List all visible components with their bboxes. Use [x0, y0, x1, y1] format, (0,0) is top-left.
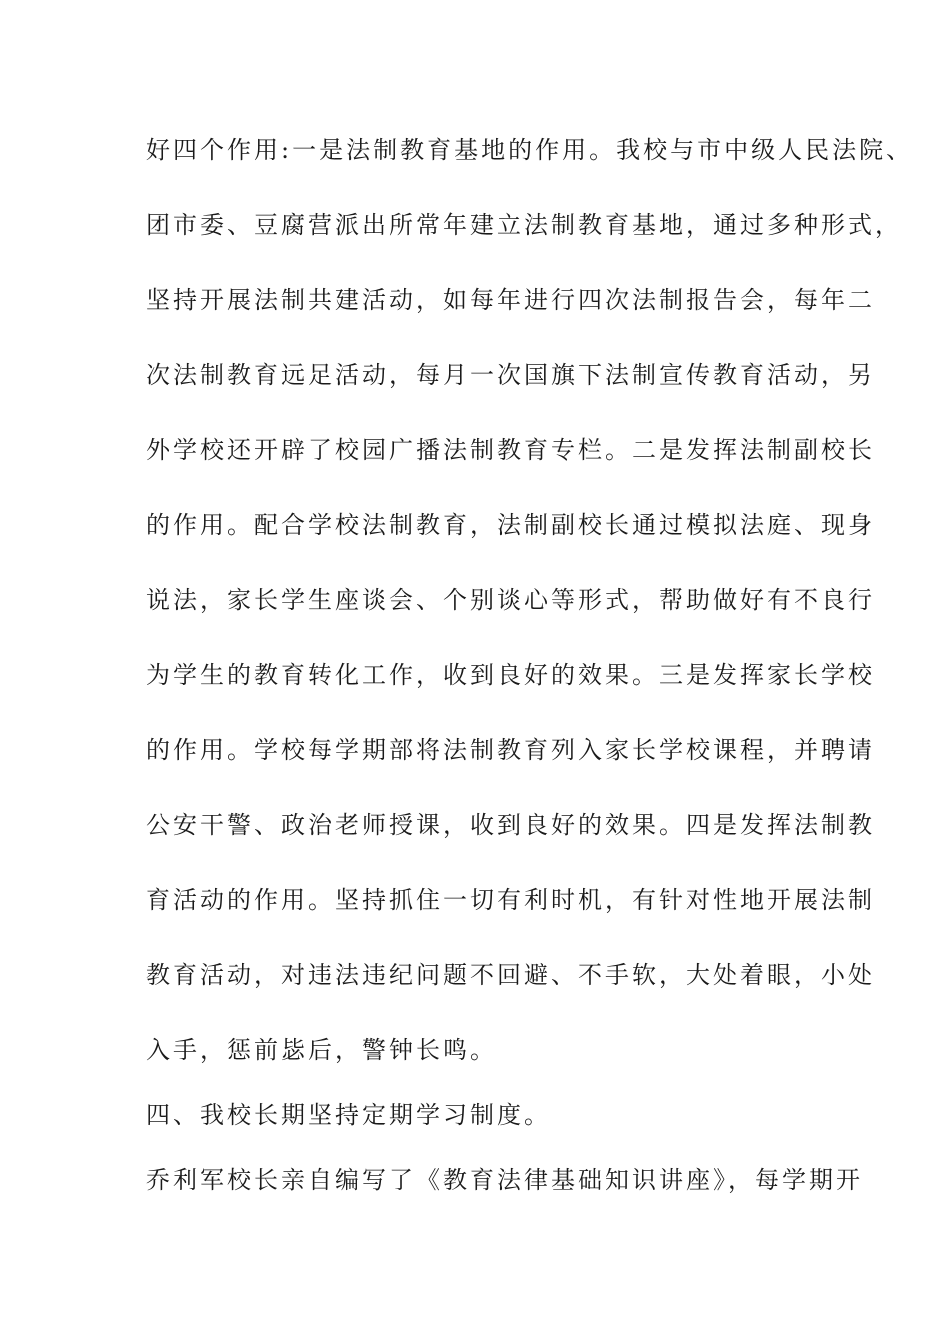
- paragraph-line: 坚持开展法制共建活动，如每年进行四次法制报告会，每年二: [146, 286, 875, 314]
- paragraph-line: 公安干警、政治老师授课，收到良好的效果。四是发挥法制教: [146, 811, 875, 839]
- paragraph-line: 次法制教育远足活动，每月一次国旗下法制宣传教育活动，另: [146, 361, 875, 389]
- paragraph-line: 团市委、豆腐营派出所常年建立法制教育基地，通过多种形式，: [146, 211, 902, 239]
- paragraph-line: 教育活动，对违法违纪问题不回避、不手软，大处着眼，小处: [146, 961, 875, 989]
- paragraph-line: 乔利军校长亲自编写了《教育法律基础知识讲座》，每学期开: [146, 1166, 863, 1194]
- section-heading: 四、我校长期坚持定期学习制度。: [146, 1101, 551, 1129]
- paragraph-line: 外学校还开辟了校园广播法制教育专栏。二是发挥法制副校长: [146, 436, 875, 464]
- paragraph-line: 入手，惩前毖后，警钟长鸣。: [146, 1036, 497, 1064]
- paragraph-line: 好四个作用:一是法制教育基地的作用。我校与市中级人民法院、: [146, 136, 914, 164]
- paragraph-line: 的作用。学校每学期部将法制教育列入家长学校课程，并聘请: [146, 736, 875, 764]
- paragraph-line: 育活动的作用。坚持抓住一切有利时机，有针对性地开展法制: [146, 886, 875, 914]
- paragraph-line: 的作用。配合学校法制教育，法制副校长通过模拟法庭、现身: [146, 511, 875, 539]
- paragraph-line: 说法，家长学生座谈会、个别谈心等形式，帮助做好有不良行: [146, 586, 875, 614]
- document-body: [146, 130, 914, 1235]
- paragraph-line: 为学生的教育转化工作，收到良好的效果。三是发挥家长学校: [146, 661, 875, 689]
